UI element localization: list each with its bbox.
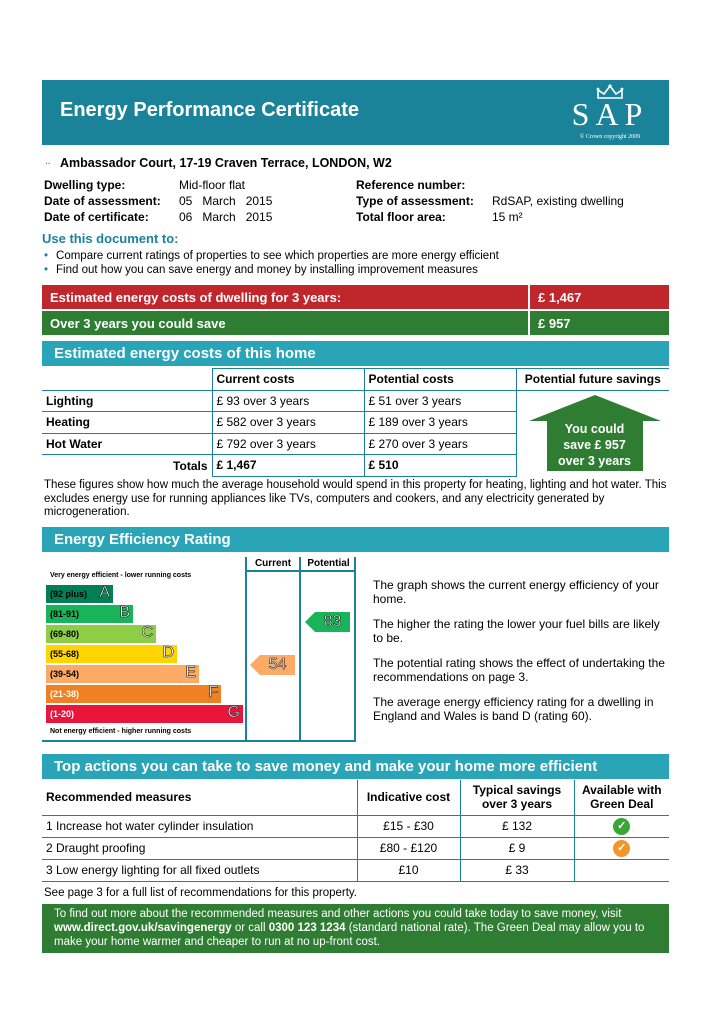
col-cost: Indicative cost (357, 780, 460, 815)
eer-paragraph: The potential rating shows the effect of undertaking the recommendations on page 3. (373, 656, 665, 684)
col-savings: Typical savings over 3 years (460, 780, 574, 815)
band-letter: C (141, 624, 153, 641)
col-green-deal: Available with Green Deal (574, 780, 669, 815)
table-row: Heating £ 582 over 3 years £ 189 over 3 years (42, 412, 669, 434)
band-range: (21-38) (50, 689, 80, 699)
sap-logo (567, 84, 653, 142)
eer-paragraph: The average energy efficiency rating for a dwelling in England and Wales is band D (rating 60). (373, 695, 654, 723)
green-check-icon: ✓ (613, 818, 630, 835)
potential-rating-arrow (305, 612, 350, 637)
band-range: (81-91) (50, 609, 80, 619)
eer-paragraph: The higher the rating the lower your fuel bills are likely to be. (373, 617, 660, 645)
costs-note: These figures show how much the average household would spend in this property for heating, lighting and hot water. This excludes energy use for running appliances like TVs, computers and cookers, and any electricity generated by microgeneration. (44, 479, 667, 518)
col-measures: Recommended measures (42, 780, 357, 815)
table-row: Totals £ 1,467 £ 510 (42, 455, 669, 477)
orange-check-icon: ✓ (613, 840, 630, 857)
date-assessment-value: 05 March 2015 (179, 194, 273, 208)
address-marker: .. (45, 156, 51, 167)
eer-chart (42, 557, 245, 742)
reference-label: Reference number: (356, 178, 466, 192)
col-potential-costs: Potential costs (364, 369, 516, 391)
date-assessment-label: Date of assessment: (44, 194, 161, 208)
band-range: (1-20) (50, 709, 75, 719)
band-range: (39-54) (50, 669, 80, 679)
phone-number: 0300 123 1234 (268, 922, 346, 934)
table-row: 1 Increase hot water cylinder insulation £15 - £30 £ 132 ✓ (42, 815, 669, 837)
arrow-line2: save £ 957 (563, 438, 626, 453)
actions-heading: Top actions you can take to save money and make your home more efficient (42, 754, 669, 779)
rating-band-f (46, 685, 221, 703)
band-range: (55-68) (50, 649, 80, 659)
actions-table (42, 780, 669, 882)
date-certificate-value: 06 March 2015 (179, 210, 273, 224)
costs-table (42, 368, 669, 477)
eer-bottom-caption: Not energy efficient - higher running costs (50, 728, 192, 735)
band-letter: E (185, 664, 196, 681)
eer-paragraph: The graph shows the current energy efficiency of your home. (373, 578, 659, 606)
band-letter: D (162, 644, 174, 661)
rating-band-c (46, 625, 156, 643)
eer-heading: Energy Efficiency Rating (42, 527, 669, 552)
eer-col-current: Current (254, 558, 292, 569)
dwelling-type-value: Mid-floor flat (179, 178, 246, 192)
rating-band-d (46, 645, 177, 663)
current-rating-value: 54 (268, 656, 287, 673)
assessment-type-label: Type of assessment: (356, 194, 474, 208)
savingenergy-link[interactable]: www.direct.gov.uk/savingenergy (54, 922, 232, 934)
header-banner (42, 80, 669, 145)
col-future-savings: Potential future savings (516, 369, 669, 391)
logo-copyright: © Crown copyright 2009 (579, 134, 641, 140)
savings-arrow (529, 395, 661, 471)
use-heading: Use this document to: (42, 231, 179, 246)
arrow-line3: over 3 years (558, 454, 631, 469)
table-row: Hot Water £ 792 over 3 years £ 270 over 3 years (42, 433, 669, 455)
cost-summary-label: Estimated energy costs of dwelling for 3 years: (42, 285, 528, 309)
cost-summary-value: £ 1,467 (530, 285, 669, 309)
rating-band-g (46, 705, 243, 723)
rating-band-b (46, 605, 133, 623)
use-bullet: • Compare current ratings of properties to see which properties are more energy efficient (44, 250, 499, 262)
savings-summary-label: Over 3 years you could save (42, 311, 528, 335)
arrow-line1: You could (564, 422, 625, 437)
current-rating-arrow (250, 655, 295, 680)
col-current-costs: Current costs (212, 369, 364, 391)
rating-band-e (46, 665, 199, 683)
eer-top-caption: Very energy efficient - lower running costs (50, 572, 192, 579)
band-letter: F (208, 684, 218, 701)
assessment-type-value: RdSAP, existing dwelling (492, 194, 624, 208)
table-row: 3 Low energy lighting for all fixed outlets £10 £ 33 (42, 859, 669, 881)
potential-rating-value: 83 (323, 613, 342, 630)
band-range: (69-80) (50, 629, 80, 639)
savings-summary-value: £ 957 (530, 311, 669, 335)
footer-info: To find out more about the recommended measures and other actions you could take today to save money, visit www.direct.gov.uk/savingenergy or call 0300 123 1234 (standard national rate). The Green Deal may allow you to make your home warmer and cheaper to run at no up-front cost. (42, 904, 669, 953)
use-bullet: • Find out how you can save energy and money by installing improvement measures (44, 264, 478, 276)
table-row: 2 Draught proofing £80 - £120 £ 9 ✓ (42, 837, 669, 859)
band-letter: G (227, 704, 240, 721)
band-letter: A (99, 584, 110, 601)
page-title: Energy Performance Certificate (60, 99, 360, 121)
rating-band-a (46, 585, 113, 603)
sap-letters: SAP (571, 96, 649, 132)
table-row: Lighting £ 93 over 3 years £ 51 over 3 years You could save £ 957 over 3 years (42, 390, 669, 412)
costs-heading: Estimated energy costs of this home (42, 341, 669, 366)
floor-area-value: 15 m² (492, 210, 523, 224)
band-range: (92 plus) (50, 589, 88, 599)
eer-col-potential: Potential (307, 558, 350, 569)
see-page-note: See page 3 for a full list of recommendations for this property. (44, 887, 357, 899)
date-certificate-label: Date of certificate: (44, 210, 149, 224)
dwelling-type-label: Dwelling type: (44, 178, 126, 192)
property-address: Ambassador Court, 17-19 Craven Terrace, LONDON, W2 (60, 156, 392, 170)
eer-columns (245, 557, 356, 742)
band-letter: B (119, 604, 130, 621)
floor-area-label: Total floor area: (356, 210, 446, 224)
